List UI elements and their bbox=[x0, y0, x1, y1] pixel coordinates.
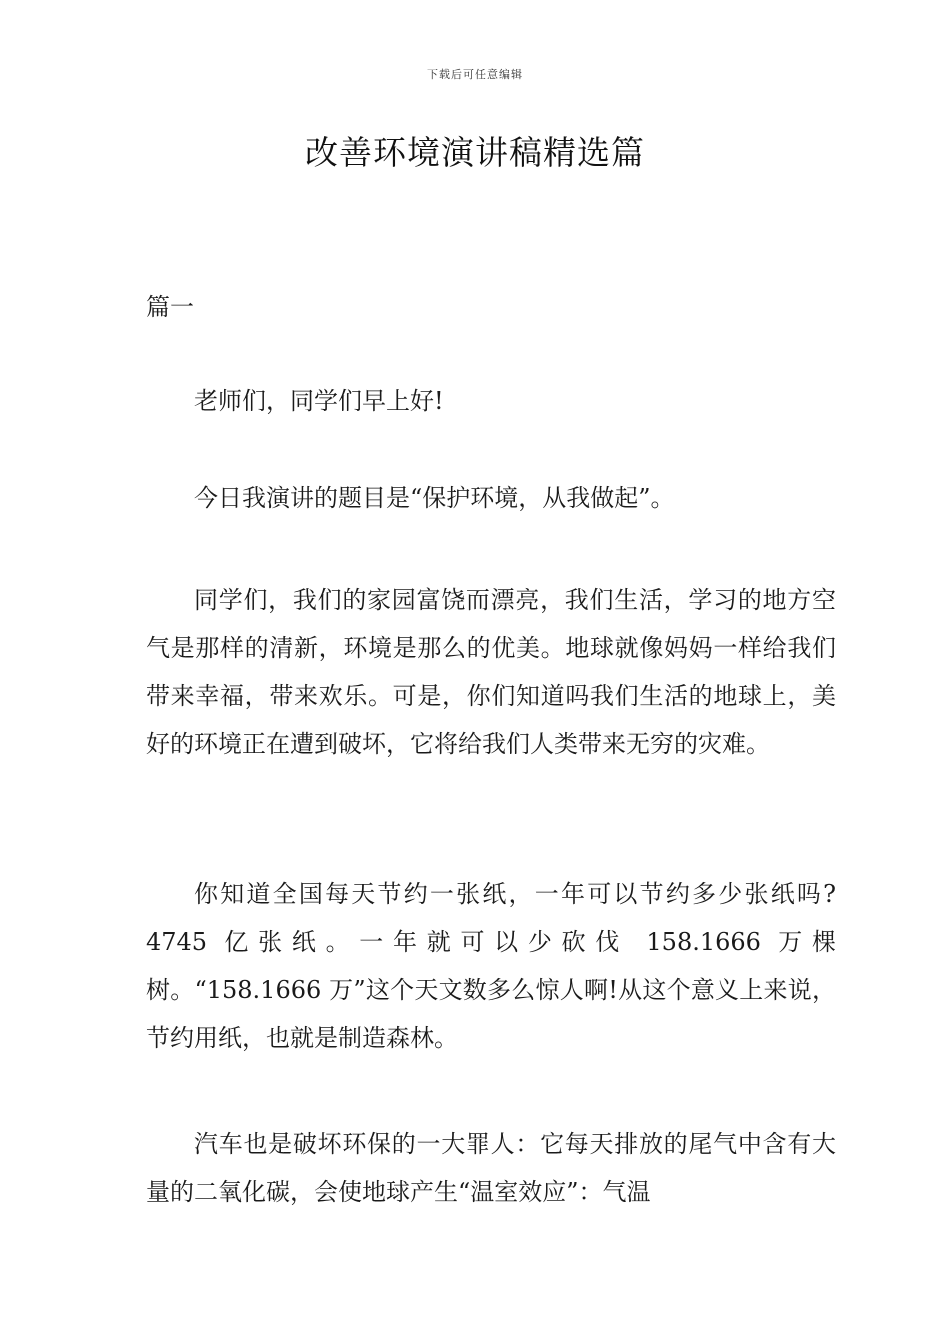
header-note: 下载后可任意编辑 bbox=[427, 68, 523, 81]
paragraph-paper-saving: 你知道全国每天节约一张纸，一年可以节约多少张纸吗?4745 亿张纸。一年就可以少砍伐 158.1666 万棵树。“158.1666 万”这个天文数多么惊人啊!从这个意义上来说，节约用纸，也就是制造森林。 bbox=[146, 880, 836, 1052]
paragraph-homeland: 同学们，我们的家园富饶而漂亮，我们生活，学习的地方空气是那样的清新，环境是那么的优美。地球就像妈妈一样给我们带来幸福，带来欢乐。可是，你们知道吗我们生活的地球上，美好的环境正在遭到破坏，它将给我们人类带来无穷的灾难。 bbox=[146, 586, 836, 758]
paragraph-car-emissions: 汽车也是破坏环保的一大罪人：它每天排放的尾气中含有大量的二氧化碳，会使地球产生“温室效应”：气温 bbox=[146, 1130, 836, 1206]
paragraph-topic: 今日我演讲的题目是“保护环境，从我做起”。 bbox=[194, 484, 675, 512]
document-title: 改善环境演讲稿精选篇 bbox=[305, 133, 645, 172]
section-label: 篇一 bbox=[146, 293, 194, 321]
paragraph-greeting: 老师们，同学们早上好! bbox=[194, 387, 444, 415]
